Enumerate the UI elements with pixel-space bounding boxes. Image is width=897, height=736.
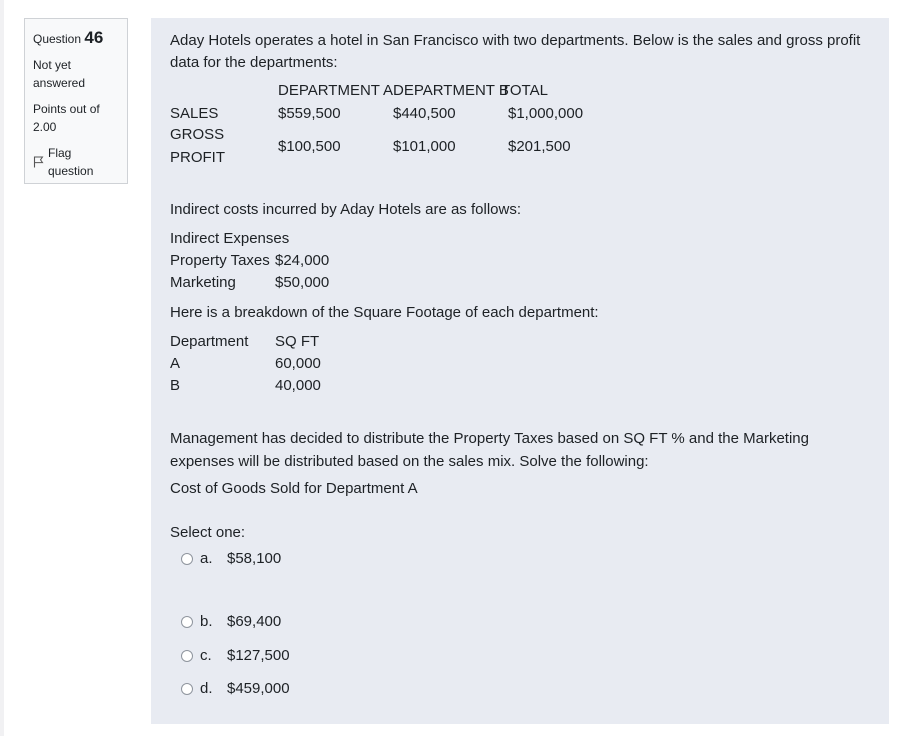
sqft-header-sqft: SQ FT [275,333,320,350]
radio-option-a[interactable] [181,553,193,565]
option-letter-a[interactable]: a. [200,550,213,567]
table-row-label-gross: GROSS [170,126,225,143]
sqft-header-department: Department [170,333,249,350]
indirect-label-marketing: Marketing [170,274,236,291]
option-letter-d[interactable]: d. [200,680,213,697]
indirect-value-property-taxes: $24,000 [275,252,330,269]
question-state: Not yet answered [33,58,86,90]
option-letter-c[interactable]: c. [200,647,212,664]
left-edge-strip [0,0,4,736]
question-intro: Aday Hotels operates a hotel in San Francisco with two departments. Below is the sales and gross profit data for the departments: [170,32,861,71]
sqft-dept-b: B [170,377,181,394]
indirect-label-property-taxes: Property Taxes [170,252,270,269]
option-value-d[interactable]: $459,000 [227,680,290,697]
option-value-a[interactable]: $58,100 [227,550,282,567]
radio-option-c[interactable] [181,650,193,662]
table-cell-gp-total: $201,500 [508,138,571,155]
flag-question-link[interactable] [33,144,119,180]
flag-icon[interactable] [33,156,44,168]
table-cell-gp-b: $101,000 [393,138,456,155]
table-header-total: TOTAL [501,82,548,99]
sqft-value-a: 60,000 [275,355,321,372]
indirect-heading: Indirect Expenses [170,230,290,247]
flag-label[interactable]: Flag question [48,146,94,178]
table-cell-sales-b: $440,500 [393,105,456,122]
select-one-label: Select one: [170,524,246,541]
task-text: Cost of Goods Sold for Department A [170,480,418,497]
question-prefix: Question [33,32,82,46]
table-row-label-sales: SALES [170,105,219,122]
table-header-dept-b: DEPARTMENT B [393,82,509,99]
table-header-dept-a: DEPARTMENT A [278,82,394,99]
indirect-intro: Indirect costs incurred by Aday Hotels are as follows: [170,201,521,218]
radio-option-b[interactable] [181,616,193,628]
indirect-value-marketing: $50,000 [275,274,330,291]
question-info-box [24,18,128,184]
sqft-intro: Here is a breakdown of the Square Footage of each department: [170,304,599,321]
table-cell-sales-a: $559,500 [278,105,341,122]
table-cell-gp-a: $100,500 [278,138,341,155]
option-value-b[interactable]: $69,400 [227,613,282,630]
management-text: Management has decided to distribute the Property Taxes based on SQ FT % and the Marketing expenses will be distributed based on the sales mix. Solve the following: [170,430,809,470]
question-number: 46 [84,28,104,47]
question-content-panel [151,18,889,724]
table-cell-sales-total: $1,000,000 [508,105,584,122]
sqft-value-b: 40,000 [275,377,321,394]
question-number-line [33,28,119,48]
table-row-label-profit: PROFIT [170,149,225,166]
sqft-dept-a: A [170,355,181,372]
option-letter-b[interactable]: b. [200,613,213,630]
option-value-c[interactable]: $127,500 [227,647,290,664]
question-grade: Points out of 2.00 [33,102,100,134]
radio-option-d[interactable] [181,683,193,695]
